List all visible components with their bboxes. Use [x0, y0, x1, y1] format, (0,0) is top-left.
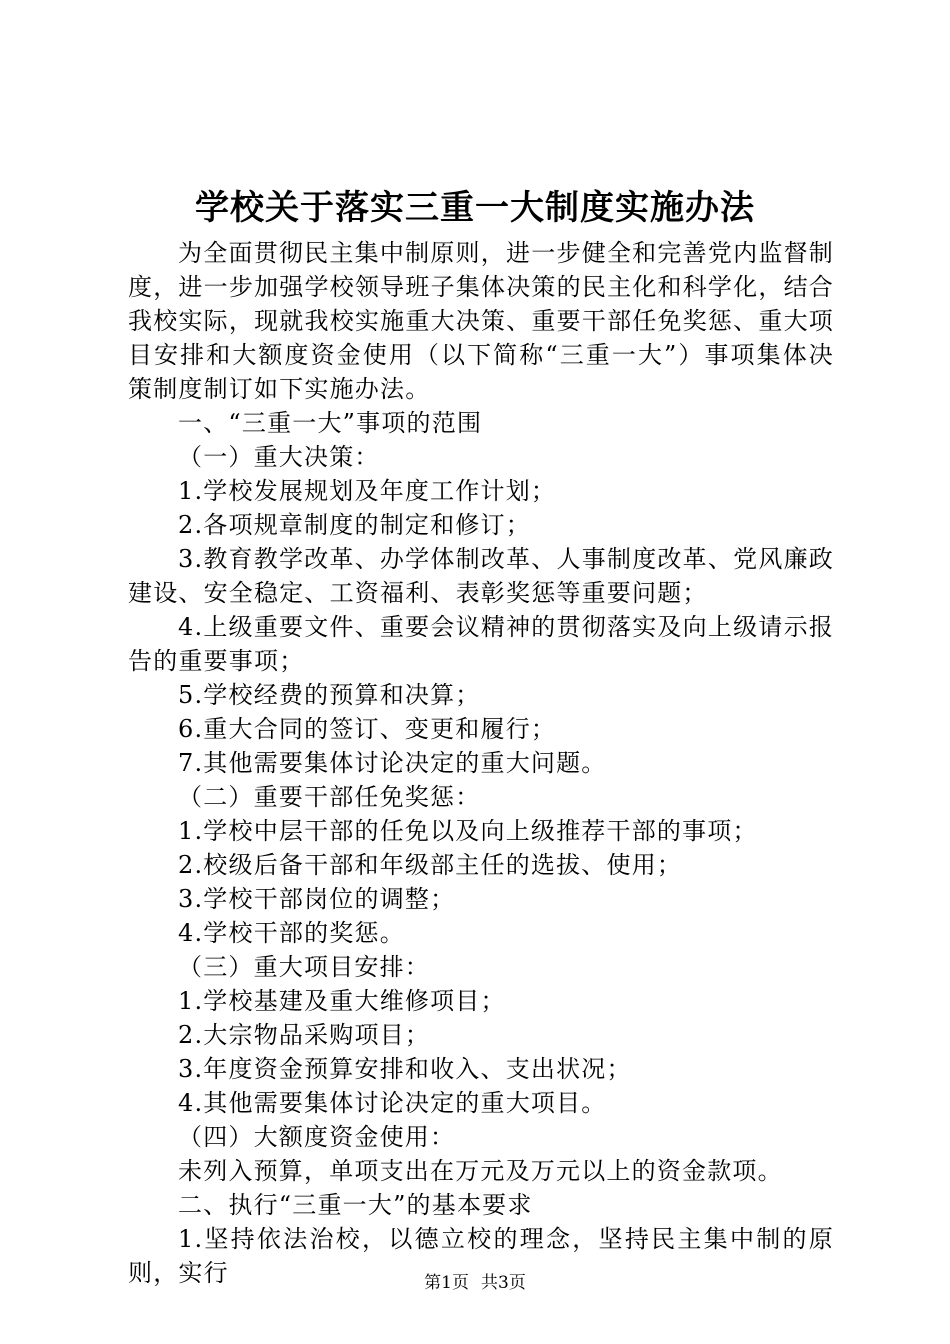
list-item: 1.学校中层干部的任免以及向上级推荐干部的事项； [178, 817, 758, 845]
document-body [128, 236, 834, 1290]
list-item: 1.学校基建及重大维修项目； [178, 987, 506, 1015]
page-footer [0, 1272, 950, 1294]
list-item: 4.上级重要文件、重要会议精神的贯彻落实及向上级请示报告的重要事项； [128, 613, 834, 675]
list-item: 2.各项规章制度的制定和修订； [178, 511, 531, 539]
subsection-heading: （一）重大决策： [178, 443, 380, 471]
section-heading: 一、“三重一大”事项的范围 [178, 409, 483, 437]
list-item: 3.学校干部岗位的调整； [178, 885, 456, 913]
document-title: 学校关于落实三重一大制度实施办法 [195, 188, 755, 228]
list-item: 7.其他需要集体讨论决定的重大问题。 [178, 749, 607, 777]
list-item: 3.年度资金预算安排和收入、支出状况； [178, 1055, 632, 1083]
paragraph-text: 1.坚持依法治校，以德立校的理念，坚持民主集中制的原则，实行 [128, 1225, 834, 1287]
list-item: 6.重大合同的签订、变更和履行； [178, 715, 557, 743]
list-item: 4.学校干部的奖惩。 [178, 919, 405, 947]
list-item: 2.校级后备干部和年级部主任的选拔、使用； [178, 851, 683, 879]
subsection-heading: （二）重要干部任免奖惩： [178, 783, 481, 811]
list-item: 4.其他需要集体讨论决定的重大项目。 [178, 1089, 607, 1117]
list-item: 2.大宗物品采购项目； [178, 1021, 431, 1049]
subsection-heading: （三）重大项目安排： [178, 953, 430, 981]
page-number: 第1页 [424, 1273, 469, 1293]
section-heading: 二、执行“三重一大”的基本要求 [178, 1191, 533, 1219]
paragraph-intro: 为全面贯彻民主集中制原则，进一步健全和完善党内监督制度，进一步加强学校领导班子集体决策的民主化和科学化，结合我校实际，现就我校实施重大决策、重要干部任免奖惩、重大项目安排和大额度资金使用（以下简称“三重一大”）事项集体决策制度制订如下实施办法。 [128, 239, 834, 403]
list-item: 5.学校经费的预算和决算； [178, 681, 481, 709]
paragraph-text: 未列入预算，单项支出在万元及万元以上的资金款项。 [178, 1157, 783, 1185]
list-item: 1.学校发展规划及年度工作计划； [178, 477, 557, 505]
list-item: 3.教育教学改革、办学体制改革、人事制度改革、党风廉政建设、安全稳定、工资福利、表彰奖惩等重要问题； [128, 545, 834, 607]
page-total: 共3页 [481, 1273, 526, 1293]
subsection-heading: （四）大额度资金使用： [178, 1123, 456, 1151]
